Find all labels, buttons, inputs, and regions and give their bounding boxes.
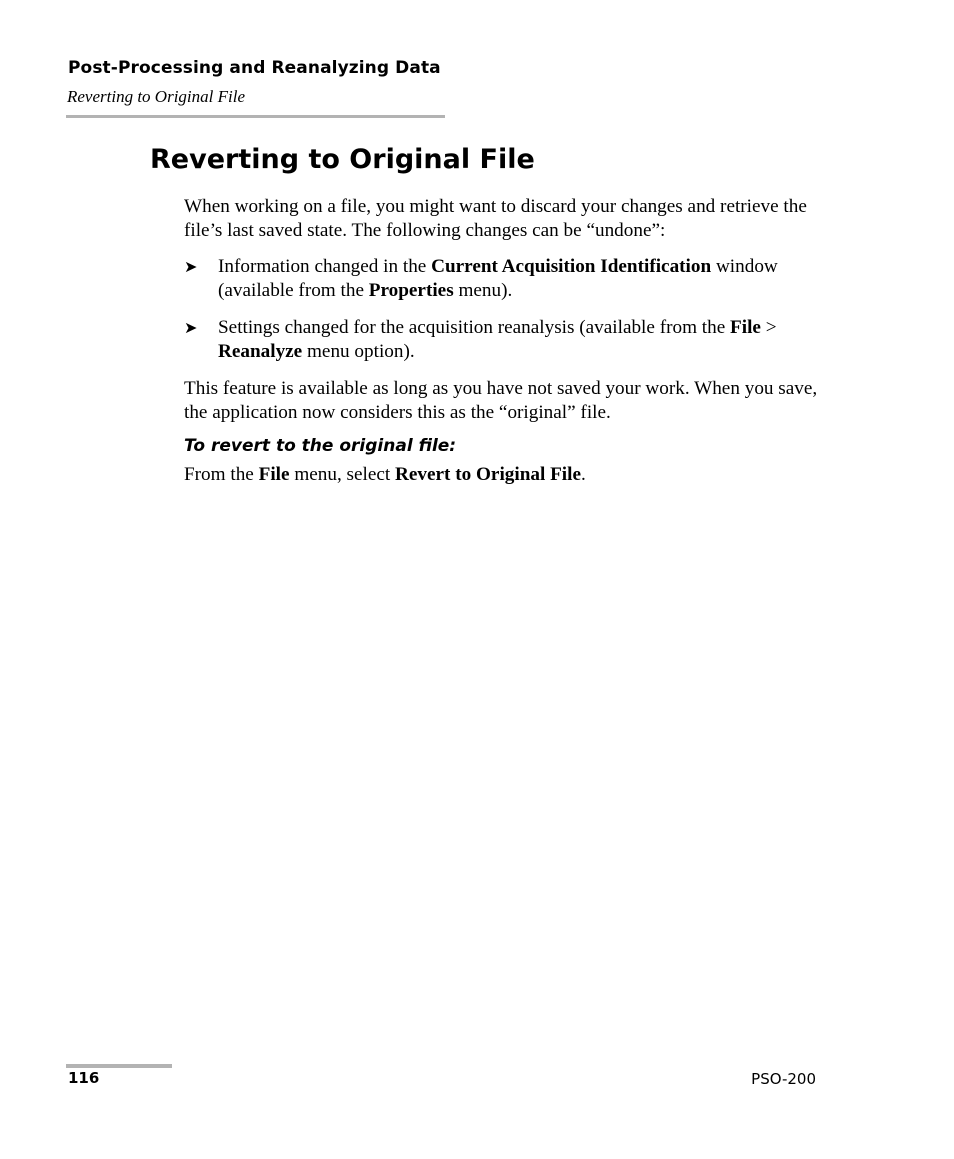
ui-term: File [730,317,761,338]
list-item: ➤ Information changed in the Current Acquisition Identification window (available from the Properties menu). [184,256,778,301]
list-item: ➤ Settings changed for the acquisition reanalysis (available from the File > Reanalyze menu option). [184,317,777,362]
ui-term: Current Acquisition Identification [431,256,712,277]
footer-rule [66,1064,172,1068]
ui-term: Properties [368,280,454,301]
ui-term: File [258,464,290,485]
page-number: 116 [68,1069,100,1087]
procedure-step: From the File menu, select Revert to Original File. [184,464,586,485]
running-header-subtitle: Reverting to Original File [67,87,245,106]
procedure-heading: To revert to the original file: [184,436,457,456]
feature-note-paragraph: This feature is available as long as you have not saved your work. When you save, the application now considers this as the “original” file. [184,378,818,423]
changes-list [184,255,824,364]
ui-term: Reanalyze [218,341,303,362]
intro-paragraph: When working on a file, you might want to discard your changes and retrieve the file’s last saved state. The following changes can be “undone”: [184,196,807,241]
header-rule [66,115,445,118]
ui-term: Revert to Original File [395,464,581,485]
bullet-arrow-icon: ➤ [184,257,198,276]
section-body [184,195,824,487]
bullet-arrow-icon: ➤ [184,318,198,337]
product-code: PSO-200 [751,1070,816,1088]
section-heading: Reverting to Original File [150,144,535,175]
running-header-title: Post-Processing and Reanalyzing Data [68,58,441,78]
